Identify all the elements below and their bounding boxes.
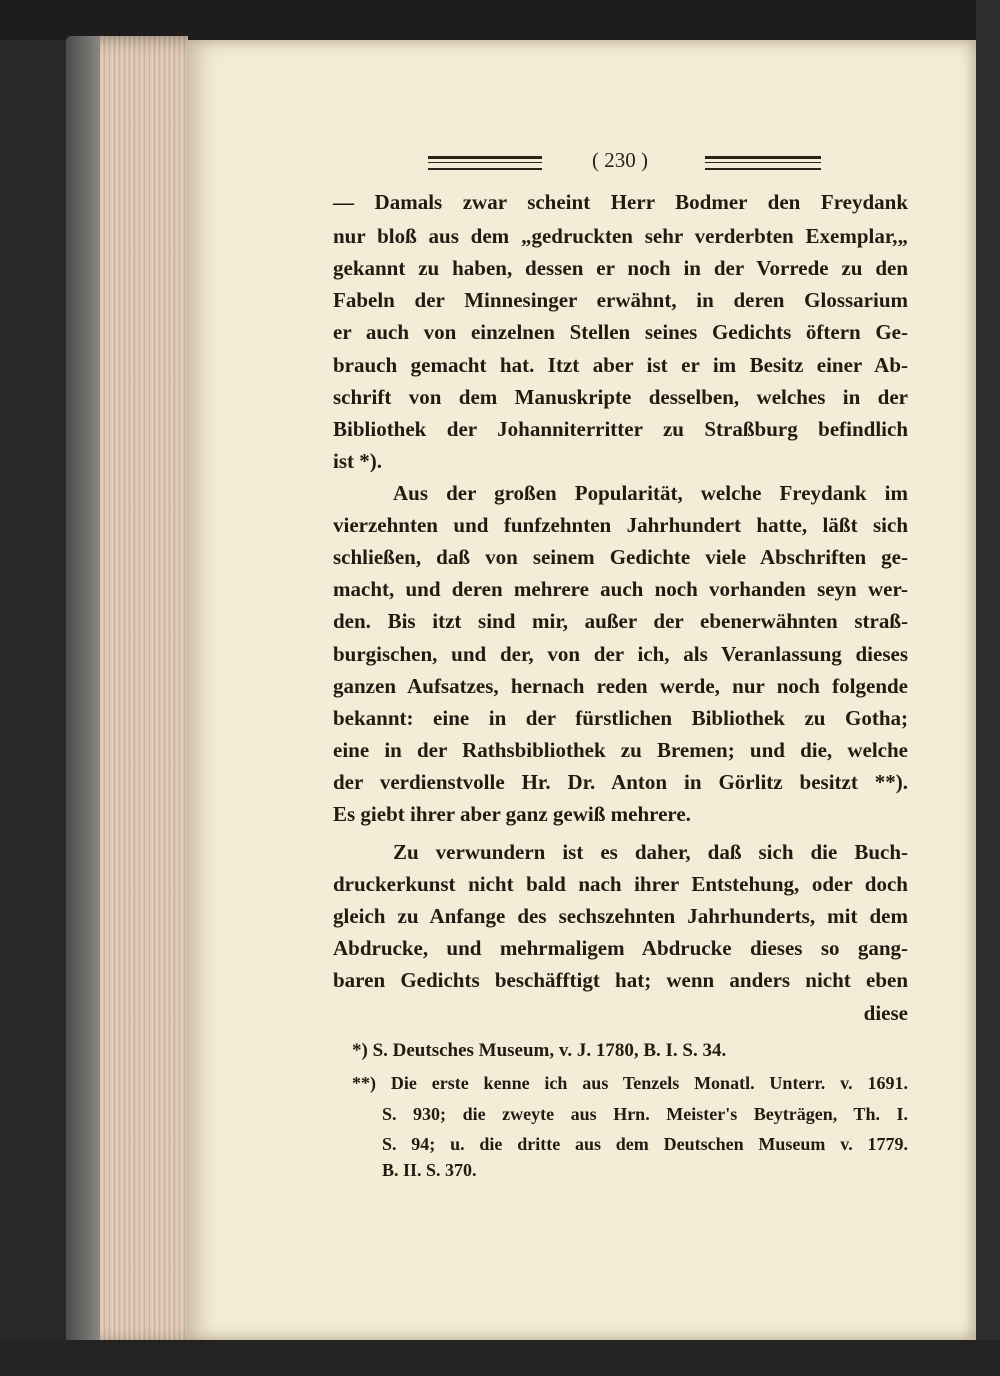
text-line: schrift von dem Manuskripte desselben, welches in der (333, 385, 908, 409)
text-line: nur bloß aus dem „gedruckten sehr verderbten Exemplar,„ (333, 224, 908, 248)
text-line: Abdrucke, und mehrmaligem Abdrucke dieses so gang- (333, 936, 908, 960)
text-line: er auch von einzelnen Stellen seines Gedichts öftern Ge- (333, 320, 908, 344)
text-line: ganzen Aufsatzes, hernach reden werde, nur noch folgende (333, 674, 908, 698)
text-line: — Damals zwar scheint Herr Bodmer den Freydank (333, 190, 908, 214)
footnote-line: B. II. S. 370. (382, 1160, 477, 1180)
text-line: baren Gedichts beschäfftigt hat; wenn anders nicht eben (333, 968, 908, 992)
text-line: burgischen, und der, von der ich, als Veranlassung dieses (333, 642, 908, 666)
text-line: ist *). (333, 449, 382, 473)
text-line: Bibliothek der Johanniterritter zu Straßburg befindlich (333, 417, 908, 441)
text-line: gleich zu Anfange des sechszehnten Jahrhunderts, mit dem (333, 904, 908, 928)
text-line: vierzehnten und funfzehnten Jahrhundert hatte, läßt sich (333, 513, 908, 537)
text-line: Aus der großen Popularität, welche Freydank im (393, 481, 908, 505)
page-number: ( 230 ) (592, 148, 648, 172)
text-line: Es giebt ihrer aber ganz gewiß mehrere. (333, 802, 691, 826)
text-line: bekannt: eine in der fürstlichen Bibliothek zu Gotha; (333, 706, 908, 730)
text-line: den. Bis itzt sind mir, außer der ebenerwähnten straß- (333, 609, 908, 633)
footnote-line: S. 94; u. die dritte aus dem Deutschen Museum v. 1779. (382, 1134, 908, 1154)
catchword: diese (863, 1001, 908, 1025)
text-line: brauch gemacht hat. Itzt aber ist er im Besitz einer Ab- (333, 353, 908, 377)
text-line: Zu verwundern ist es daher, daß sich die Buch- (393, 840, 908, 864)
footnote-line: S. 930; die zweyte aus Hrn. Meister's Beyträgen, Th. I. (382, 1104, 908, 1124)
footnote-line: **) Die erste kenne ich aus Tenzels Monatl. Unterr. v. 1691. (352, 1073, 908, 1093)
footnote-line: *) S. Deutsches Museum, v. J. 1780, B. I. S. 34. (352, 1040, 727, 1061)
text-line: druckerkunst nicht bald nach ihrer Entstehung, oder doch (333, 872, 908, 896)
text-line: eine in der Rathsbibliothek zu Bremen; und die, welche (333, 738, 908, 762)
text-line: Fabeln der Minnesinger erwähnt, in deren Glossarium (333, 288, 908, 312)
text-line: macht, und deren mehrere auch noch vorhanden seyn wer- (333, 577, 908, 601)
text-line: schließen, daß von seinem Gedichte viele Abschriften ge- (333, 545, 908, 569)
text-line: gekannt zu haben, dessen er noch in der Vorrede zu den (333, 256, 908, 280)
text-line: der verdienstvolle Hr. Dr. Anton in Görlitz besitzt **). (333, 770, 908, 794)
